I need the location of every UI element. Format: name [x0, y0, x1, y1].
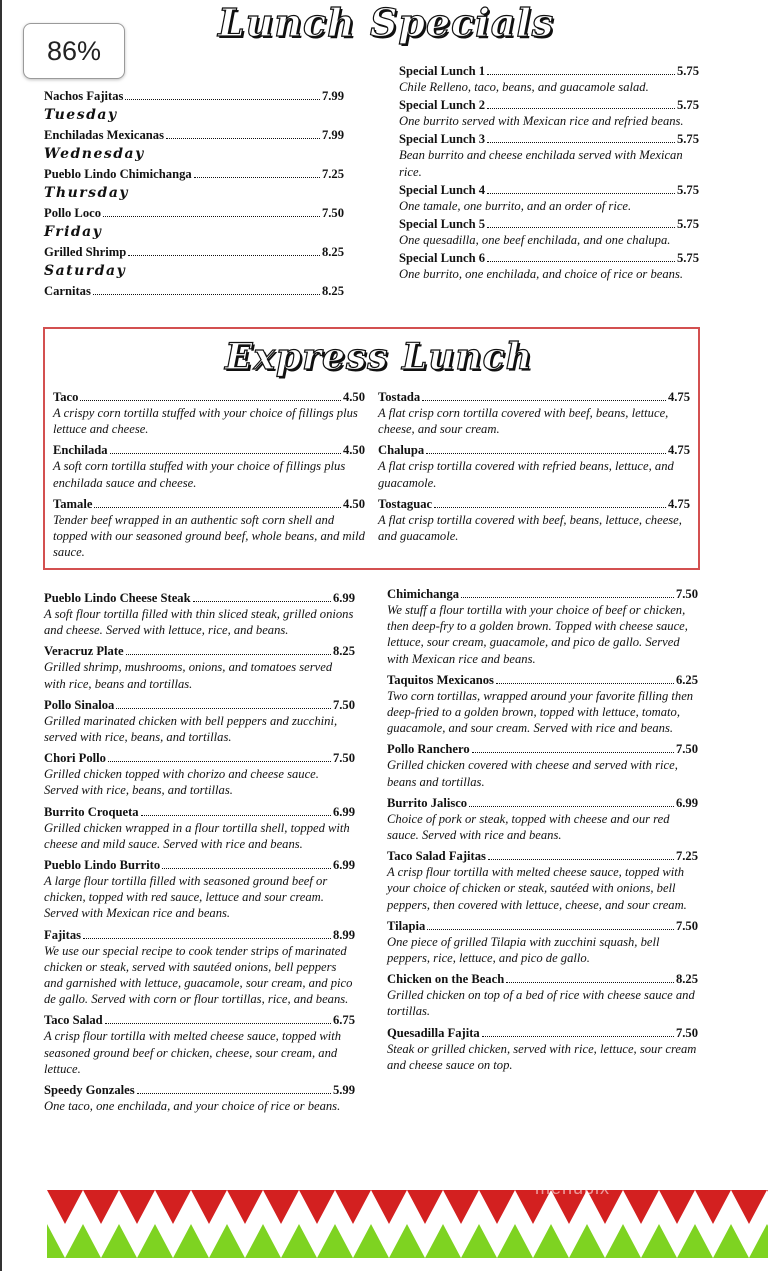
menu-entry [399, 131, 699, 179]
leader-dots [426, 453, 666, 454]
item-description: Bean burrito and cheese enchilada served with Mexican rice. [399, 148, 683, 179]
leader-dots [103, 216, 320, 217]
item-description: Tender beef wrapped in an authentic soft corn shell and topped with our seasoned ground beef, whole beans, and mild sauce. [53, 512, 365, 560]
item-description: A large flour tortilla filled with seasoned ground beef or chicken, topped with red sauce, lettuce and sour cream. Served with Mexican rice and beans. [44, 874, 328, 921]
leader-dots [83, 938, 331, 939]
item-price: 4.75 [667, 443, 690, 458]
item-name: Special Lunch 2 [399, 98, 486, 113]
item-description: We stuff a flour tortilla with your choice of beef or chicken, then deep-fry to a golden brown. Topped with cheese sauce, lettuce, sour cream, guacamole, and pico de gallo. Served with Mexican rice and beans. [387, 603, 688, 666]
menu-entry [44, 927, 355, 1008]
item-price: 7.50 [675, 1025, 698, 1040]
leader-dots [422, 400, 666, 401]
item-name: Carnitas [44, 284, 91, 298]
item-description: A flat crisp tortilla covered with refried beans, lettuce, and guacamole. [378, 459, 674, 490]
daily-item [44, 125, 344, 145]
item-name: Fajitas [44, 927, 82, 942]
item-name: Grilled Shrimp [44, 245, 127, 259]
leader-dots [80, 400, 341, 401]
menu-entry [387, 971, 698, 1019]
item-description: Grilled chicken wrapped in a flour tortilla shell, topped with cheese and mild sauce. Served with rice and beans. [44, 820, 350, 851]
menu-entry [53, 442, 365, 490]
item-name: Special Lunch 5 [399, 217, 486, 232]
daily-item [44, 86, 344, 106]
item-price: 4.50 [342, 443, 365, 458]
leader-dots [482, 1036, 674, 1037]
menu-entry [378, 442, 690, 490]
item-price: 8.99 [332, 927, 355, 942]
leader-dots [461, 597, 674, 598]
item-description: One burrito, one enchilada, and choice of rice or beans. [399, 267, 684, 282]
item-price: 5.99 [332, 1083, 355, 1098]
item-price: 8.25 [675, 972, 698, 987]
item-name: Tostada [378, 390, 421, 404]
item-name: Enchilada [53, 443, 108, 458]
leader-dots [105, 1023, 331, 1024]
item-description: Choice of pork or steak, topped with cheese and our red sauce. Served with rice and beans. [387, 811, 670, 843]
item-price: 5.75 [676, 64, 699, 78]
item-price: 7.50 [332, 697, 355, 712]
menu-entry [378, 389, 690, 437]
item-price: 7.25 [321, 167, 344, 181]
leader-dots [487, 261, 675, 262]
item-name: Pollo Ranchero [387, 742, 470, 757]
daily-item [44, 281, 344, 301]
page-edge-rule [0, 0, 2, 1271]
menu-entry [399, 216, 699, 248]
item-name: Taco [53, 390, 79, 404]
item-price: 6.99 [332, 591, 355, 605]
item-name: Chori Pollo [44, 751, 106, 766]
item-name: Pueblo Lindo Burrito [44, 858, 161, 873]
item-name: Burrito Croqueta [44, 804, 139, 819]
item-description: One tamale, one burrito, and an order of rice. [399, 198, 632, 213]
leader-dots [137, 1093, 331, 1094]
menu-entry [387, 741, 698, 789]
item-description: Grilled marinated chicken with bell peppers and zucchini, served with rice, beans, and tortillas. [44, 713, 338, 745]
item-price: 7.99 [321, 128, 344, 142]
item-description: One burrito served with Mexican rice and refried beans. [399, 114, 684, 129]
menu-entry [399, 63, 699, 95]
menu-entry [387, 918, 698, 966]
day-heading-saturday: Saturday [44, 263, 127, 279]
leader-dots [128, 255, 320, 256]
item-description: One taco, one enchilada, and your choice of rice or beans. [44, 1099, 341, 1114]
item-price: 4.50 [342, 496, 365, 511]
item-price: 5.75 [676, 217, 699, 232]
item-name: Taco Salad Fajitas [387, 849, 486, 864]
leader-dots [487, 108, 675, 109]
item-price: 4.75 [667, 496, 690, 511]
leader-dots [108, 761, 331, 762]
item-name: Special Lunch 1 [399, 64, 486, 78]
zoom-level-badge[interactable]: 86% [23, 23, 125, 79]
express-right-column [378, 389, 690, 549]
item-price: 4.50 [342, 390, 365, 404]
item-name: Tostaguac [378, 496, 433, 511]
leader-dots [434, 507, 666, 508]
menu-entry [44, 697, 355, 745]
item-price: 6.25 [675, 672, 698, 687]
menu-entry [399, 182, 699, 214]
item-price: 5.75 [676, 251, 699, 266]
item-price: 5.75 [676, 182, 699, 197]
item-description: One piece of grilled Tilapia with zucchini squash, bell peppers, rice, lettuce, and pico de gallo. [387, 934, 660, 966]
item-price: 8.25 [332, 644, 355, 659]
daily-item [44, 203, 344, 223]
leader-dots [487, 74, 675, 75]
item-name: Pueblo Lindo Cheese Steak [44, 591, 191, 605]
leader-dots [110, 453, 341, 454]
item-name: Chicken on the Beach [387, 972, 505, 987]
item-price: 7.50 [321, 206, 344, 220]
item-name: Special Lunch 6 [399, 251, 486, 266]
item-price: 7.50 [675, 742, 698, 757]
item-name: Special Lunch 4 [399, 182, 486, 197]
item-description: Grilled chicken covered with cheese and served with rice, beans and tortillas. [387, 758, 678, 789]
menu-entry [387, 848, 698, 913]
item-name: Chalupa [378, 443, 425, 458]
leader-dots [116, 708, 331, 709]
item-description: Grilled chicken on top of a bed of rice with cheese sauce and tortillas. [387, 988, 695, 1019]
main-right-column [387, 586, 698, 1078]
menu-entry [44, 643, 355, 691]
day-heading-thursday: Thursday [44, 185, 130, 201]
item-price: 5.75 [676, 132, 699, 147]
item-price: 7.50 [332, 751, 355, 766]
item-description: One quesadilla, one beef enchilada, and one chalupa. [399, 233, 671, 248]
item-name: Quesadilla Fajita [387, 1025, 480, 1040]
leader-dots [193, 601, 331, 602]
item-price: 6.99 [332, 858, 355, 873]
item-price: 8.25 [321, 245, 344, 259]
green-zigzag-band [47, 1224, 768, 1258]
menu-entry [44, 857, 355, 922]
leader-dots [487, 193, 675, 194]
item-description: Two corn tortillas, wrapped around your favorite filling then deep-fried to a golden brown, topped with lettuce, tomato, guacamole, and sour cream. Served with rice and beans. [387, 688, 694, 736]
express-lunch-title: Express Lunch [225, 336, 533, 378]
leader-dots [93, 294, 320, 295]
item-name: Special Lunch 3 [399, 132, 486, 147]
leader-dots [487, 227, 675, 228]
leader-dots [166, 138, 320, 139]
leader-dots [126, 654, 331, 655]
menu-entry [378, 496, 690, 544]
item-price: 7.50 [675, 587, 698, 601]
menu-entry [399, 97, 699, 129]
lunch-specials-title: Lunch Specials [218, 0, 555, 45]
item-name: Nachos Fajitas [44, 89, 124, 103]
item-price: 8.25 [321, 284, 344, 298]
daily-item [44, 164, 344, 184]
item-name: Tamale [53, 496, 93, 511]
item-description: A soft flour tortilla filled with thin sliced steak, grilled onions and cheese. Served with lettuce, rice, and beans. [44, 607, 354, 638]
item-description: A flat crisp corn tortilla covered with beef, beans, lettuce, cheese, and sour cream. [378, 406, 669, 437]
leader-dots [488, 859, 674, 860]
item-description: Grilled shrimp, mushrooms, onions, and tomatoes served with rice, beans and tortillas. [44, 660, 333, 691]
item-name: Veracruz Plate [44, 644, 124, 659]
item-name: Taquitos Mexicanos [387, 672, 494, 687]
day-heading-wednesday: Wednesday [44, 146, 145, 162]
menu-entry [387, 1025, 698, 1073]
menu-entry [399, 250, 699, 282]
item-description: A soft corn tortilla stuffed with your choice of fillings plus enchilada sauce and cheese. [53, 459, 346, 490]
item-price: 4.75 [667, 390, 690, 404]
leader-dots [194, 177, 320, 178]
daily-specials-list [44, 86, 344, 301]
menu-entry [53, 389, 365, 437]
leader-dots [125, 99, 320, 100]
item-price: 6.99 [332, 804, 355, 819]
menu-entry [44, 804, 355, 852]
menu-entry [387, 672, 698, 737]
leader-dots [469, 806, 674, 807]
menu-entry [387, 795, 698, 843]
leader-dots [141, 815, 331, 816]
leader-dots [496, 683, 674, 684]
item-name: Taco Salad [44, 1013, 103, 1028]
item-price: 7.50 [675, 918, 698, 933]
leader-dots [162, 868, 331, 869]
item-description: Grilled chicken topped with chorizo and cheese sauce. Served with rice, beans, and tortillas. [44, 767, 319, 798]
item-name: Pollo Sinaloa [44, 697, 115, 712]
item-name: Speedy Gonzales [44, 1083, 135, 1098]
item-price: 6.99 [675, 795, 698, 810]
item-name: Pollo Loco [44, 206, 102, 220]
item-price: 6.75 [332, 1013, 355, 1028]
item-name: Tilapia [387, 918, 426, 933]
item-name: Pueblo Lindo Chimichanga [44, 167, 192, 181]
leader-dots [506, 982, 674, 983]
item-description: We use our special recipe to cook tender strips of marinated chicken or steak, served with sautéed onions, bell peppers and garnished with lettuce, guacamole, sour cream, and pico de gallo. Served with corn or flour tortillas, rice, and beans. [44, 943, 353, 1007]
leader-dots [94, 507, 341, 508]
menu-entry [53, 496, 365, 561]
menu-entry [44, 590, 355, 638]
leader-dots [472, 752, 674, 753]
day-heading-tuesday: Tuesday [44, 107, 118, 123]
express-left-column [53, 389, 365, 565]
leader-dots [427, 929, 674, 930]
item-name: Burrito Jalisco [387, 795, 468, 810]
special-lunch-list [399, 63, 699, 284]
item-price: 7.99 [321, 89, 344, 103]
menu-entry [44, 1012, 355, 1077]
item-description: A flat crisp tortilla covered with beef, beans, lettuce, cheese, and guacamole. [378, 512, 682, 544]
menu-entry [44, 1082, 355, 1114]
item-name: Enchiladas Mexicanas [44, 128, 165, 142]
item-description: A crisp flour tortilla with melted cheese sauce, topped with seasoned ground beef or chicken, cheese, sour cream, and lettuce. [44, 1029, 342, 1076]
item-description: Chile Relleno, taco, beans, and guacamole salad. [399, 80, 649, 94]
item-name: Chimichanga [387, 587, 460, 601]
menu-entry [44, 750, 355, 798]
leader-dots [487, 142, 675, 143]
item-price: 7.25 [675, 849, 698, 864]
item-description: A crispy corn tortilla stuffed with your choice of fillings plus lettuce and cheese. [53, 406, 358, 437]
menu-entry [387, 586, 698, 667]
item-description: A crisp flour tortilla with melted cheese sauce, topped with your choice of chicken or steak, sautéed with onions, bell peppers, then covered with lettuce, cheese, and sour cream. [387, 865, 687, 912]
daily-item [44, 242, 344, 262]
day-heading-friday: Friday [44, 224, 103, 240]
main-left-column [44, 590, 355, 1119]
item-price: 5.75 [676, 98, 699, 113]
menupix-watermark: menupix [535, 1178, 611, 1198]
zigzag-border-decoration [47, 1190, 768, 1258]
item-description: Steak or grilled chicken, served with rice, lettuce, sour cream and cheese sauce on top. [387, 1041, 697, 1072]
